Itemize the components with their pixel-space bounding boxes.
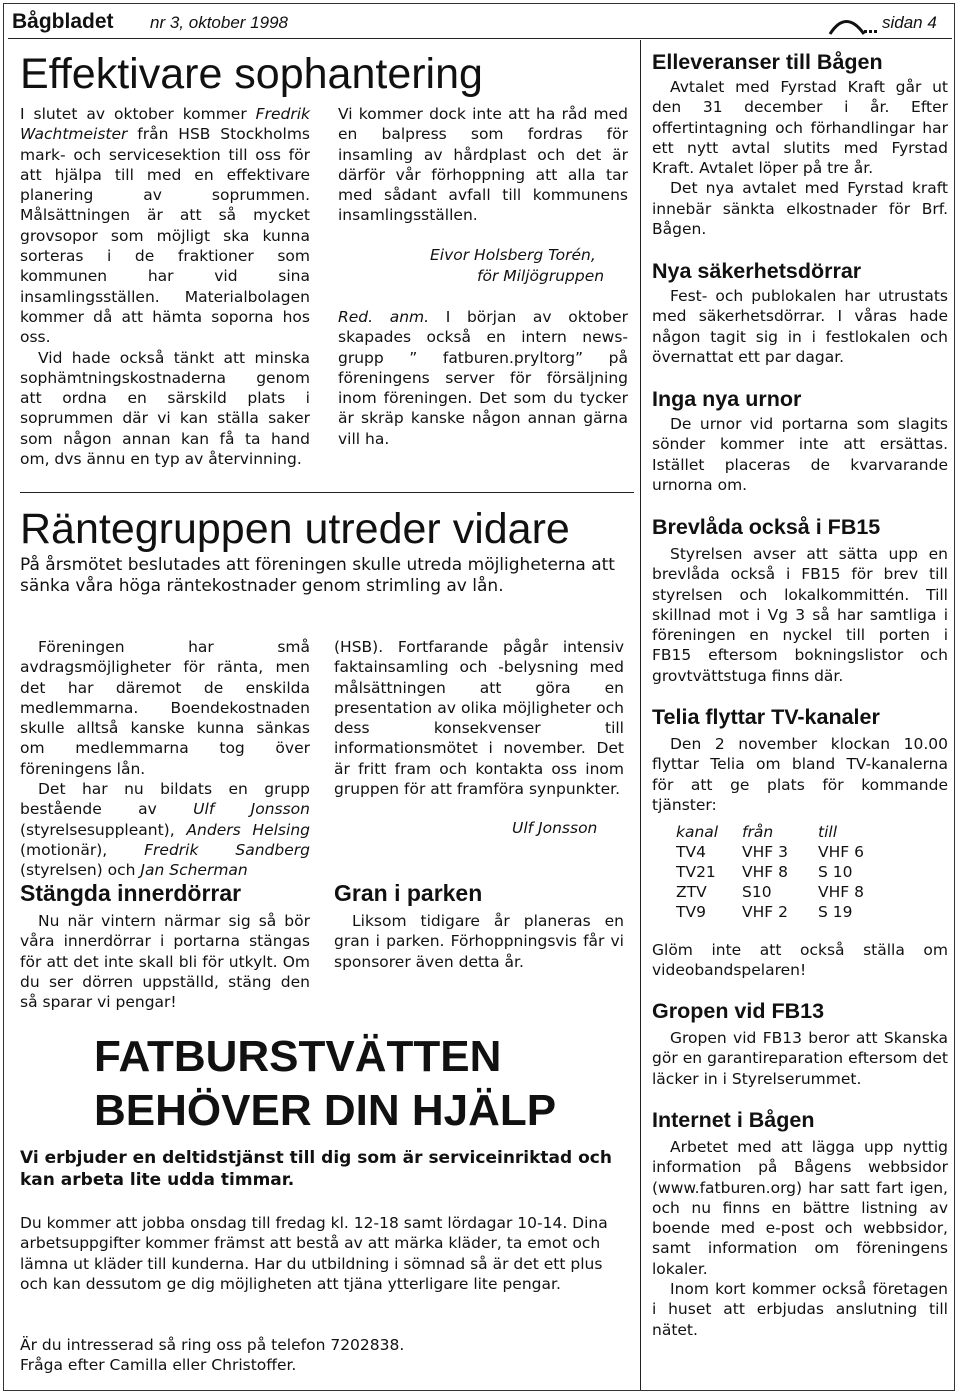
ad-contact bbox=[20, 1335, 620, 1376]
section-heading: Inga nya urnor bbox=[652, 387, 802, 411]
sidebar-column bbox=[652, 50, 948, 239]
body-text: I slutet av oktober kommer bbox=[20, 105, 256, 123]
table-header: kanal bbox=[676, 823, 719, 841]
paragraph: (HSB). Fortfarande pågår intensiv faktainsamling och -belysning med målsättningen att göra en presentation av olika möjligheter och dess konsekvenser till informationsmötet i november. Det är fritt fram och kontakta oss inom gruppen för att framföra synpunkter. bbox=[334, 638, 624, 799]
channel-table bbox=[676, 822, 876, 922]
table-header-row bbox=[676, 822, 876, 842]
table-cell: VHF 6 bbox=[818, 843, 864, 861]
paragraph: Inom kort kommer också företagen i huset att erbjudas anslutning till nätet. bbox=[652, 1280, 948, 1339]
signature-group: för Miljögruppen bbox=[477, 267, 605, 285]
ad-offer: Vi erbjuder en deltidstjänst till dig som är serviceinriktad och kan arbeta lite udda timmar. bbox=[20, 1148, 612, 1190]
column-divider bbox=[640, 40, 641, 1390]
paragraph: Fest- och publokalen har utrustats med säkerhetsdörrar. I våras hade någon tagit sig in i festlokalen och övernattat ett par dagar. bbox=[652, 287, 948, 366]
page-number: sidan 4 bbox=[882, 13, 937, 32]
section-heading: Gropen vid FB13 bbox=[652, 999, 825, 1023]
article-column bbox=[338, 104, 628, 226]
ad-headline-line: BEHÖVER DIN HJÄLP bbox=[94, 1086, 557, 1135]
table-cell: ZTV bbox=[676, 883, 707, 901]
person-name: Fredrik Sandberg bbox=[144, 840, 310, 859]
signature: Eivor Holsberg Torén, bbox=[430, 246, 596, 264]
issue-info: nr 3, oktober 1998 bbox=[150, 13, 288, 32]
table-cell: VHF 8 bbox=[742, 863, 788, 881]
table-cell: VHF 3 bbox=[742, 843, 788, 861]
paragraph: Styrelsen avser att sätta upp en brevlåda också i FB15 för brev till styrelsen och lokalkommittén. Till skillnad mot i Vg 3 så har samtliga i föreningen en nyckel till porten i FB15 eftersom bokningslistor och grovtvättstuga finns där. bbox=[652, 545, 948, 685]
paragraph: Liksom tidigare år planeras en gran i parken. Förhoppningsvis får vi sponsorer även detta år. bbox=[334, 912, 624, 971]
body-text: (styrelsesuppleant), bbox=[20, 820, 187, 839]
person-name: Fredrik Wachtmeister bbox=[20, 105, 310, 144]
notice-doors bbox=[20, 880, 310, 1012]
table-cell: S 10 bbox=[818, 863, 853, 881]
paragraph: Föreningen har små avdragsmöjligheter för ränta, men det har däremot de enskilda medlemmarna. Boendekostnaden skulle alltså kanske kunna sänkas om medlemmarna tog över föreningens lån. bbox=[20, 638, 310, 778]
paragraph: De urnor vid portarna som slagits sönder kommer inte att ersättas. Istället placeras de kvarvarande urnorna om. bbox=[652, 415, 948, 494]
paragraph: Du kommer att jobba onsdag till fredag kl. 12-18 samt lördagar 10-14. Dina arbetsuppgifter kommer främst att bestå av att märka kläder, ta emot och lämna ut kläder till kunderna. Har du utbildning i sömnad så är det ett plus och kan dessutom ge dig möjligheten att tjäna ytterligare lite pengar. bbox=[20, 1214, 608, 1293]
paragraph: Arbetet med att lägga upp nyttig information på Bågens webbsidor (www.fatburen.org) har satt fart igen, och nu finns en bättre listning av boende med e-post och webbsidor, samt information om föreningens lokaler. bbox=[652, 1138, 948, 1278]
paragraph: Glöm inte att också ställa om videobandspelaren! bbox=[652, 941, 948, 980]
body-text: Det har nu bildats en grupp bestående av bbox=[20, 780, 310, 819]
channel-note bbox=[652, 940, 948, 981]
section-heading: Internet i Bågen bbox=[652, 1108, 815, 1132]
article-column bbox=[334, 637, 624, 799]
ad-body bbox=[20, 1213, 618, 1294]
note-text: I början av oktober skapades också en intern news-grupp ” fatburen.pryltorg” på föreningens server för försäljning inom föreningen. Det som du tycker är skräp kanske någon annan gärna vill ha. bbox=[338, 308, 628, 448]
section-heading: Elleveranser till Bågen bbox=[652, 50, 883, 74]
paragraph: Det nya avtalet med Fyrstad kraft innebär sänkta elkostnader för Brf. Bågen. bbox=[652, 179, 948, 239]
table-cell: S10 bbox=[742, 883, 772, 901]
article-column bbox=[20, 104, 310, 469]
table-row bbox=[676, 862, 876, 882]
section-heading: Brevlåda också i FB15 bbox=[652, 515, 881, 539]
sidebar-column bbox=[652, 999, 948, 1089]
person-name: Jan Scherman bbox=[140, 861, 248, 880]
person-name: Anders Helsing bbox=[186, 820, 310, 839]
note-label: Red. anm. bbox=[338, 308, 430, 326]
header-rule bbox=[8, 38, 952, 39]
notice-park bbox=[334, 880, 624, 972]
sidebar-column bbox=[652, 259, 948, 367]
sidebar-column bbox=[652, 705, 948, 815]
paragraph: Gropen vid FB13 beror att Skanska gör en garantireparation eftersom det läcker in i Styrelserummet. bbox=[652, 1029, 948, 1088]
article-headline: Räntegruppen utreder vidare bbox=[20, 505, 570, 553]
table-cell: S 19 bbox=[818, 903, 853, 921]
paragraph: Vid hade också tänkt att minska sophämtningskostnaderna genom att ordna en särskild plats i soprummen där vi kan ställa saker som någon annan kan få ta hand om, dvs ännu en typ av återvinning. bbox=[20, 348, 310, 469]
sidebar-column bbox=[652, 387, 948, 495]
section-heading: Stängda innerdörrar bbox=[20, 880, 242, 906]
ad-headline bbox=[94, 1030, 556, 1138]
masthead: Bågbladet bbox=[12, 10, 114, 33]
contact-line: Fråga efter Camilla eller Christoffer. bbox=[20, 1356, 297, 1375]
sidebar-column bbox=[652, 515, 948, 686]
paragraph: Avtalet med Fyrstad Kraft går ut den 31 december i år. Efter offertintagning och förhandlingar har ett nytt avtal slutits med Fyrstad Kraft. Avtalet löper på tre år. bbox=[652, 78, 948, 178]
table-header: från bbox=[742, 823, 774, 841]
section-heading: Gran i parken bbox=[334, 880, 483, 906]
body-text: (motionär), bbox=[20, 840, 145, 859]
arch-logo-icon bbox=[828, 15, 878, 35]
section-rule bbox=[20, 492, 634, 493]
table-cell: VHF 2 bbox=[742, 903, 788, 921]
table-row bbox=[676, 842, 876, 862]
paragraph: Vi kommer dock inte att ha råd med en balpress som fordras för insamling av hårdplast och det är därför vår förhoppning att alla tar med sådant avfall till kommunens insamlingsställen. bbox=[338, 105, 628, 225]
lead-paragraph: På årsmötet beslutades att föreningen skulle utreda möjligheterna att sänka våra höga räntekostnader genom strimling av lån. bbox=[20, 555, 615, 596]
body-text: från HSB Stockholms mark- och servicesektion till oss för att hjälpa till med en effektivare planering av soprummen. Målsättningen är att så mycket grovsopor som möjligt ska kunna sorteras i de fraktioner som kommunen har vid sina insamlingsställen. Materialbolagen kommer då att hämta soporna hos oss. bbox=[20, 125, 310, 347]
signature: Ulf Jonsson bbox=[512, 819, 598, 837]
article-column bbox=[20, 637, 310, 881]
table-cell: VHF 8 bbox=[818, 883, 864, 901]
person-name: Ulf Jonsson bbox=[193, 800, 310, 819]
article-headline: Effektivare sophantering bbox=[20, 50, 483, 98]
table-cell: TV4 bbox=[676, 843, 706, 861]
ad-headline-line: FATBURSTVÄTTEN bbox=[94, 1032, 502, 1081]
table-header: till bbox=[818, 823, 837, 841]
editor-note bbox=[338, 307, 628, 449]
table-row bbox=[676, 882, 876, 902]
paragraph: Den 2 november klockan 10.00 flyttar Telia om bland TV-kanalerna för att ge plats för kommande tjänster: bbox=[652, 735, 948, 814]
section-heading: Nya säkerhetsdörrar bbox=[652, 259, 862, 283]
table-cell: TV9 bbox=[676, 903, 706, 921]
contact-line: Är du intresserad så ring oss på telefon 7202838. bbox=[20, 1336, 405, 1354]
table-row bbox=[676, 902, 876, 922]
sidebar-column bbox=[652, 1108, 948, 1340]
paragraph: Nu när vintern närmar sig så bör våra innerdörrar i portarna stängas för att det inte skall bli för utkylt. Om du ser dörren uppställd, stäng den så sparar vi pengar! bbox=[20, 912, 310, 1012]
table-cell: TV21 bbox=[676, 863, 716, 881]
body-text: (styrelsen) och bbox=[20, 861, 141, 880]
section-heading: Telia flyttar TV-kanaler bbox=[652, 705, 880, 729]
